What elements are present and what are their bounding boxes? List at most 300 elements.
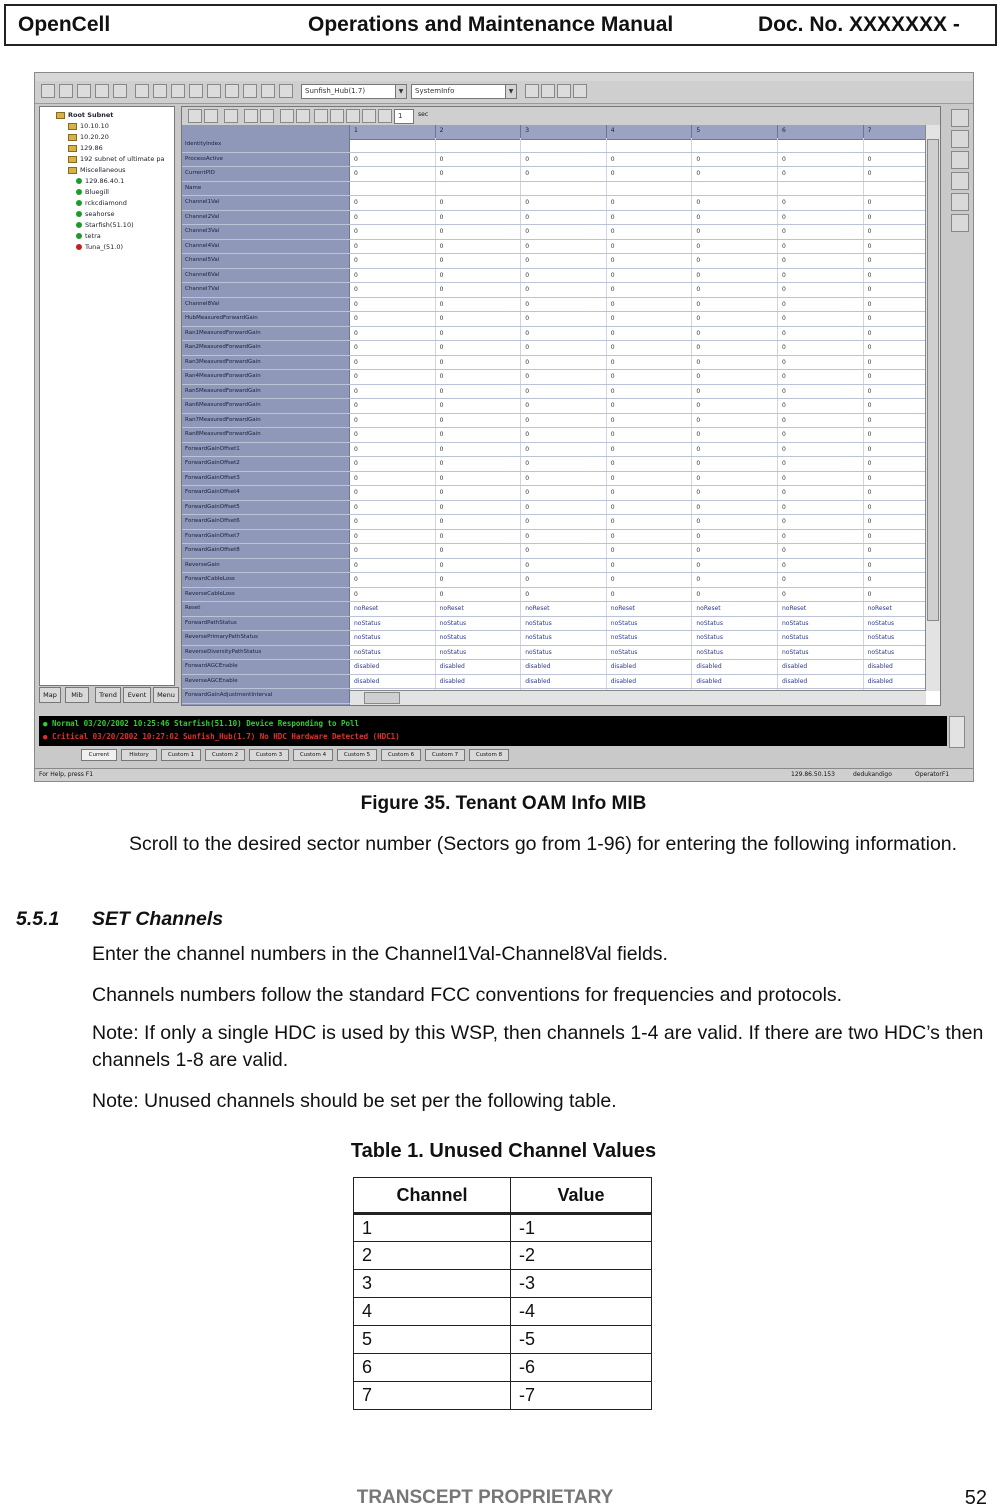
table-cell[interactable]: 0 bbox=[521, 269, 607, 283]
table-cell[interactable]: 0 bbox=[778, 399, 864, 413]
table-cell[interactable]: 0 bbox=[350, 225, 436, 239]
table-cell[interactable]: 0 bbox=[607, 501, 693, 515]
chart-icon[interactable] bbox=[113, 84, 127, 98]
table-cell[interactable]: 0 bbox=[778, 370, 864, 384]
table-cell[interactable]: 0 bbox=[864, 225, 941, 239]
table-cell[interactable]: 0 bbox=[521, 211, 607, 225]
table-cell[interactable]: 0 bbox=[864, 356, 941, 370]
table-cell[interactable]: 0 bbox=[521, 559, 607, 573]
horizontal-scrollbar[interactable] bbox=[350, 690, 926, 705]
table-cell[interactable]: 0 bbox=[436, 269, 522, 283]
table-cell[interactable]: 0 bbox=[607, 225, 693, 239]
table-cell[interactable]: 0 bbox=[607, 196, 693, 210]
alarm-normal[interactable]: ● Normal 03/20/2002 10:25:46 Starfish(51.10) Device Responding to Poll bbox=[43, 719, 360, 728]
table-cell[interactable]: 0 bbox=[607, 573, 693, 587]
table-cell[interactable]: 0 bbox=[692, 559, 778, 573]
table-cell[interactable]: noStatus bbox=[778, 617, 864, 631]
table-cell[interactable]: 0 bbox=[607, 443, 693, 457]
table-cell[interactable]: 0 bbox=[521, 312, 607, 326]
table-cell[interactable]: 0 bbox=[864, 254, 941, 268]
table-cell[interactable]: 0 bbox=[521, 240, 607, 254]
table-cell[interactable]: 0 bbox=[778, 196, 864, 210]
table-cell[interactable]: 0 bbox=[436, 588, 522, 602]
table-cell[interactable]: 0 bbox=[778, 385, 864, 399]
table-cell[interactable]: disabled bbox=[864, 660, 941, 674]
binoculars-icon[interactable] bbox=[41, 84, 55, 98]
table-cell[interactable]: 0 bbox=[692, 385, 778, 399]
table-cell[interactable]: 0 bbox=[521, 428, 607, 442]
table-cell[interactable]: 0 bbox=[521, 370, 607, 384]
table-cell[interactable]: 0 bbox=[607, 153, 693, 167]
table-cell[interactable]: 0 bbox=[436, 327, 522, 341]
table-cell[interactable]: 0 bbox=[692, 225, 778, 239]
tree-root[interactable] bbox=[56, 111, 113, 119]
table-cell[interactable]: 0 bbox=[350, 327, 436, 341]
table-cell[interactable]: 0 bbox=[607, 544, 693, 558]
table-cell[interactable]: 0 bbox=[521, 486, 607, 500]
table-cell[interactable]: noStatus bbox=[350, 646, 436, 660]
table-cell[interactable]: 0 bbox=[692, 341, 778, 355]
table-cell[interactable]: 0 bbox=[607, 341, 693, 355]
table-cell[interactable]: 0 bbox=[436, 356, 522, 370]
table-cell[interactable]: 0 bbox=[692, 414, 778, 428]
tree-item[interactable] bbox=[76, 199, 127, 207]
grid-column-header[interactable]: 2 bbox=[436, 125, 522, 139]
table-cell[interactable]: 0 bbox=[521, 544, 607, 558]
tab-custom-7[interactable]: Custom 7 bbox=[425, 749, 465, 761]
table-cell[interactable]: 0 bbox=[864, 283, 941, 297]
table-cell[interactable]: 0 bbox=[350, 443, 436, 457]
table-cell[interactable]: 0 bbox=[350, 588, 436, 602]
table-select[interactable] bbox=[411, 84, 517, 99]
table-cell[interactable]: 0 bbox=[692, 428, 778, 442]
table-cell[interactable]: 0 bbox=[778, 544, 864, 558]
table-cell[interactable]: 0 bbox=[778, 356, 864, 370]
table-cell[interactable]: 0 bbox=[350, 211, 436, 225]
table-cell[interactable] bbox=[436, 182, 522, 196]
table-cell[interactable]: 0 bbox=[778, 443, 864, 457]
table-cell[interactable]: noStatus bbox=[692, 617, 778, 631]
table-cell[interactable]: 0 bbox=[778, 153, 864, 167]
table-cell[interactable]: 0 bbox=[692, 501, 778, 515]
tree-item[interactable] bbox=[76, 177, 124, 185]
table-cell[interactable]: 0 bbox=[864, 486, 941, 500]
table-cell[interactable]: noStatus bbox=[350, 631, 436, 645]
table-cell[interactable]: 0 bbox=[436, 472, 522, 486]
table-cell[interactable]: 0 bbox=[350, 573, 436, 587]
table-cell[interactable]: 0 bbox=[778, 573, 864, 587]
table-cell[interactable]: 0 bbox=[350, 414, 436, 428]
back-icon[interactable] bbox=[280, 109, 294, 123]
table-cell[interactable]: 0 bbox=[607, 370, 693, 384]
table-cell[interactable]: 0 bbox=[436, 254, 522, 268]
table-cell[interactable]: noStatus bbox=[350, 617, 436, 631]
table-cell[interactable]: 0 bbox=[864, 167, 941, 181]
table-cell[interactable]: 0 bbox=[864, 196, 941, 210]
table-cell[interactable]: 0 bbox=[864, 559, 941, 573]
table-cell[interactable]: 0 bbox=[521, 327, 607, 341]
grid-column-header[interactable]: 1 bbox=[350, 125, 436, 139]
table-cell[interactable]: 0 bbox=[692, 544, 778, 558]
tab-mib[interactable]: Mib bbox=[65, 687, 89, 703]
table-cell[interactable]: 0 bbox=[692, 457, 778, 471]
table-cell[interactable]: 0 bbox=[607, 399, 693, 413]
table-cell[interactable]: 0 bbox=[436, 559, 522, 573]
table-cell[interactable]: noReset bbox=[350, 602, 436, 616]
table-cell[interactable]: disabled bbox=[607, 660, 693, 674]
table-cell[interactable]: 0 bbox=[607, 559, 693, 573]
table-cell[interactable] bbox=[521, 138, 607, 152]
grid-column-header[interactable]: 6 bbox=[778, 125, 864, 139]
print-icon[interactable] bbox=[171, 84, 185, 98]
tab-custom-2[interactable]: Custom 2 bbox=[205, 749, 245, 761]
table-cell[interactable]: 0 bbox=[692, 443, 778, 457]
grid-column-header[interactable]: 7 bbox=[864, 125, 941, 139]
refresh-icon[interactable] bbox=[207, 84, 221, 98]
tab-custom-6[interactable]: Custom 6 bbox=[381, 749, 421, 761]
close-icon[interactable] bbox=[224, 109, 238, 123]
table-cell[interactable]: 0 bbox=[778, 588, 864, 602]
table-cell[interactable] bbox=[692, 138, 778, 152]
table-cell[interactable]: 0 bbox=[350, 544, 436, 558]
tree-item[interactable] bbox=[76, 221, 134, 229]
table-cell[interactable]: 0 bbox=[607, 298, 693, 312]
table-cell[interactable]: 0 bbox=[350, 530, 436, 544]
tab-custom-4[interactable]: Custom 4 bbox=[293, 749, 333, 761]
table-cell[interactable]: 0 bbox=[864, 298, 941, 312]
table-cell[interactable]: 0 bbox=[864, 457, 941, 471]
table-cell[interactable]: 0 bbox=[778, 559, 864, 573]
tool-icon[interactable] bbox=[951, 151, 969, 169]
chevron-down-icon[interactable]: ▼ bbox=[395, 85, 406, 98]
table-cell[interactable]: 0 bbox=[350, 370, 436, 384]
table-cell[interactable]: 0 bbox=[521, 414, 607, 428]
table-cell[interactable]: 0 bbox=[692, 283, 778, 297]
table-cell[interactable]: 0 bbox=[350, 399, 436, 413]
table-cell[interactable]: disabled bbox=[607, 675, 693, 689]
table-cell[interactable]: noStatus bbox=[607, 646, 693, 660]
table-cell[interactable]: 0 bbox=[521, 472, 607, 486]
table-cell[interactable]: 0 bbox=[350, 428, 436, 442]
forward-icon[interactable] bbox=[296, 109, 310, 123]
table-cell[interactable]: 0 bbox=[864, 501, 941, 515]
help-icon[interactable] bbox=[378, 109, 392, 123]
table-cell[interactable]: 0 bbox=[350, 385, 436, 399]
tool-icon[interactable] bbox=[261, 84, 275, 98]
table-cell[interactable]: 0 bbox=[521, 283, 607, 297]
table-cell[interactable] bbox=[350, 138, 436, 152]
table-cell[interactable]: 0 bbox=[436, 573, 522, 587]
table-cell[interactable]: 0 bbox=[607, 486, 693, 500]
table-cell[interactable]: disabled bbox=[692, 675, 778, 689]
table-cell[interactable]: 0 bbox=[607, 283, 693, 297]
table-cell[interactable]: noReset bbox=[607, 602, 693, 616]
list-icon[interactable] bbox=[153, 84, 167, 98]
table-cell[interactable]: noStatus bbox=[436, 631, 522, 645]
table-cell[interactable]: 0 bbox=[350, 559, 436, 573]
window-icon[interactable] bbox=[557, 84, 571, 98]
tab-custom-1[interactable]: Custom 1 bbox=[161, 749, 201, 761]
table-cell[interactable]: 0 bbox=[436, 515, 522, 529]
grid-column-header[interactable]: 3 bbox=[521, 125, 607, 139]
table-cell[interactable]: 0 bbox=[436, 240, 522, 254]
table-cell[interactable]: 0 bbox=[864, 515, 941, 529]
alarm-icon[interactable] bbox=[77, 84, 91, 98]
table-cell[interactable]: 0 bbox=[521, 196, 607, 210]
table-cell[interactable]: disabled bbox=[350, 660, 436, 674]
tree-item[interactable] bbox=[76, 188, 109, 196]
table-cell[interactable]: 0 bbox=[692, 486, 778, 500]
save-icon[interactable] bbox=[362, 109, 376, 123]
table-cell[interactable]: 0 bbox=[350, 269, 436, 283]
save-icon[interactable] bbox=[189, 84, 203, 98]
table-cell[interactable]: disabled bbox=[350, 675, 436, 689]
table-cell[interactable]: 0 bbox=[778, 283, 864, 297]
table-cell[interactable]: 0 bbox=[436, 283, 522, 297]
table-cell[interactable]: 0 bbox=[864, 240, 941, 254]
table-cell[interactable]: 0 bbox=[864, 269, 941, 283]
copy-icon[interactable] bbox=[59, 84, 73, 98]
tab-history[interactable]: History bbox=[121, 749, 157, 761]
tool-icon[interactable] bbox=[951, 193, 969, 211]
table-cell[interactable]: 0 bbox=[436, 167, 522, 181]
table-cell[interactable]: 0 bbox=[350, 457, 436, 471]
table-cell[interactable]: 0 bbox=[864, 588, 941, 602]
table-cell[interactable]: 0 bbox=[692, 515, 778, 529]
table-cell[interactable]: 0 bbox=[436, 544, 522, 558]
table-cell[interactable]: 0 bbox=[607, 530, 693, 544]
table-cell[interactable]: 0 bbox=[521, 225, 607, 239]
table-cell[interactable]: 0 bbox=[521, 530, 607, 544]
table-cell[interactable]: 0 bbox=[350, 167, 436, 181]
table-cell[interactable]: 0 bbox=[778, 167, 864, 181]
table-cell[interactable]: noStatus bbox=[436, 646, 522, 660]
table-cell[interactable]: 0 bbox=[521, 254, 607, 268]
device-select[interactable] bbox=[301, 84, 407, 99]
table-cell[interactable]: 0 bbox=[436, 428, 522, 442]
vertical-scrollbar[interactable] bbox=[925, 125, 940, 691]
table-cell[interactable]: 0 bbox=[692, 573, 778, 587]
table-cell[interactable]: noStatus bbox=[607, 631, 693, 645]
tab-custom-8[interactable]: Custom 8 bbox=[469, 749, 509, 761]
search-icon[interactable] bbox=[330, 109, 344, 123]
tree-item[interactable] bbox=[76, 210, 115, 218]
tab-custom-5[interactable]: Custom 5 bbox=[337, 749, 377, 761]
table-cell[interactable]: 0 bbox=[778, 428, 864, 442]
table-cell[interactable]: noStatus bbox=[692, 631, 778, 645]
table-cell[interactable]: 0 bbox=[864, 530, 941, 544]
table-cell[interactable]: 0 bbox=[864, 544, 941, 558]
table-cell[interactable]: noStatus bbox=[607, 617, 693, 631]
table-cell[interactable]: 0 bbox=[778, 501, 864, 515]
table-cell[interactable]: 0 bbox=[778, 269, 864, 283]
binoculars-icon[interactable] bbox=[314, 109, 328, 123]
table-cell[interactable]: 0 bbox=[778, 225, 864, 239]
table-cell[interactable]: noStatus bbox=[521, 646, 607, 660]
table-cell[interactable]: 0 bbox=[350, 240, 436, 254]
table-cell[interactable]: noReset bbox=[521, 602, 607, 616]
table-cell[interactable]: 0 bbox=[607, 269, 693, 283]
table-cell[interactable]: 0 bbox=[864, 153, 941, 167]
table-cell[interactable]: 0 bbox=[692, 298, 778, 312]
table-cell[interactable]: noStatus bbox=[778, 631, 864, 645]
table-cell[interactable]: 0 bbox=[607, 312, 693, 326]
alarm-scrollbar[interactable] bbox=[949, 716, 965, 748]
table-cell[interactable]: 0 bbox=[778, 472, 864, 486]
tree-item[interactable] bbox=[76, 243, 123, 251]
table-cell[interactable]: 0 bbox=[864, 370, 941, 384]
table-cell[interactable]: 0 bbox=[778, 327, 864, 341]
table-cell[interactable]: 0 bbox=[607, 356, 693, 370]
tree-item[interactable] bbox=[68, 144, 103, 152]
table-cell[interactable]: 0 bbox=[607, 385, 693, 399]
help-icon[interactable] bbox=[243, 84, 257, 98]
table-cell[interactable]: 0 bbox=[436, 211, 522, 225]
table-cell[interactable]: 0 bbox=[778, 298, 864, 312]
table-cell[interactable]: 0 bbox=[864, 327, 941, 341]
table-cell[interactable]: 0 bbox=[607, 167, 693, 181]
table-cell[interactable]: 0 bbox=[436, 341, 522, 355]
table-cell[interactable]: 0 bbox=[436, 530, 522, 544]
sector-input[interactable]: 1 bbox=[394, 109, 414, 124]
table-cell[interactable]: disabled bbox=[778, 660, 864, 674]
chevron-down-icon[interactable]: ▼ bbox=[505, 85, 516, 98]
table-cell[interactable]: 0 bbox=[692, 153, 778, 167]
grid-icon[interactable] bbox=[135, 84, 149, 98]
stop-icon[interactable] bbox=[225, 84, 239, 98]
table-cell[interactable] bbox=[778, 138, 864, 152]
table-cell[interactable]: 0 bbox=[521, 515, 607, 529]
table-cell[interactable]: 0 bbox=[350, 298, 436, 312]
table-cell[interactable]: disabled bbox=[521, 675, 607, 689]
scroll-thumb[interactable] bbox=[927, 139, 939, 621]
table-cell[interactable]: 0 bbox=[692, 472, 778, 486]
table-cell[interactable]: 0 bbox=[864, 385, 941, 399]
table-cell[interactable]: noStatus bbox=[521, 631, 607, 645]
table-cell[interactable]: disabled bbox=[521, 660, 607, 674]
table-cell[interactable]: 0 bbox=[521, 443, 607, 457]
table-cell[interactable]: 0 bbox=[778, 240, 864, 254]
table-cell[interactable]: noStatus bbox=[864, 646, 941, 660]
table-cell[interactable]: 0 bbox=[692, 312, 778, 326]
table-cell[interactable]: 0 bbox=[350, 472, 436, 486]
table-cell[interactable]: 0 bbox=[521, 356, 607, 370]
table-cell[interactable]: 0 bbox=[864, 573, 941, 587]
table-cell[interactable]: 0 bbox=[436, 486, 522, 500]
edit-icon[interactable] bbox=[188, 109, 202, 123]
table-cell[interactable]: noStatus bbox=[692, 646, 778, 660]
table-cell[interactable]: 0 bbox=[436, 312, 522, 326]
table-cell[interactable]: 0 bbox=[436, 457, 522, 471]
table-cell[interactable]: 0 bbox=[350, 486, 436, 500]
table-cell[interactable]: 0 bbox=[607, 327, 693, 341]
table-cell[interactable]: 0 bbox=[607, 240, 693, 254]
table-cell[interactable]: 0 bbox=[692, 167, 778, 181]
table-cell[interactable]: disabled bbox=[436, 660, 522, 674]
table-cell[interactable]: 0 bbox=[350, 153, 436, 167]
table-cell[interactable]: 0 bbox=[521, 385, 607, 399]
table-cell[interactable]: 0 bbox=[607, 428, 693, 442]
table-cell[interactable] bbox=[778, 182, 864, 196]
tool-icon[interactable] bbox=[951, 130, 969, 148]
grid-column-header[interactable]: 4 bbox=[607, 125, 693, 139]
tree-item[interactable] bbox=[68, 133, 109, 141]
table-cell[interactable]: 0 bbox=[864, 211, 941, 225]
apply-icon[interactable] bbox=[260, 109, 274, 123]
table-cell[interactable]: disabled bbox=[864, 675, 941, 689]
tab-trend[interactable]: Trend bbox=[95, 687, 121, 703]
tab-custom-3[interactable]: Custom 3 bbox=[249, 749, 289, 761]
edit-icon[interactable] bbox=[204, 109, 218, 123]
table-cell[interactable]: 0 bbox=[350, 356, 436, 370]
table-cell[interactable]: 0 bbox=[778, 530, 864, 544]
table-cell[interactable]: noReset bbox=[778, 602, 864, 616]
table-cell[interactable]: noStatus bbox=[864, 617, 941, 631]
table-cell[interactable]: 0 bbox=[436, 370, 522, 384]
table-cell[interactable]: 0 bbox=[607, 472, 693, 486]
tool-icon[interactable] bbox=[951, 214, 969, 232]
table-cell[interactable]: 0 bbox=[607, 254, 693, 268]
table-cell[interactable]: 0 bbox=[864, 414, 941, 428]
table-cell[interactable]: 0 bbox=[350, 254, 436, 268]
table-cell[interactable]: 0 bbox=[436, 385, 522, 399]
table-cell[interactable]: 0 bbox=[864, 312, 941, 326]
find-icon[interactable] bbox=[95, 84, 109, 98]
table-cell[interactable]: 0 bbox=[692, 327, 778, 341]
table-cell[interactable]: 0 bbox=[521, 341, 607, 355]
table-cell[interactable]: noStatus bbox=[436, 617, 522, 631]
table-cell[interactable] bbox=[350, 182, 436, 196]
tree-item[interactable] bbox=[68, 166, 126, 174]
table-cell[interactable]: 0 bbox=[436, 298, 522, 312]
table-cell[interactable] bbox=[692, 182, 778, 196]
table-cell[interactable]: 0 bbox=[864, 472, 941, 486]
table-cell[interactable]: 0 bbox=[521, 298, 607, 312]
table-cell[interactable]: 0 bbox=[778, 486, 864, 500]
table-cell[interactable]: 0 bbox=[350, 341, 436, 355]
table-cell[interactable]: 0 bbox=[436, 399, 522, 413]
table-cell[interactable]: 0 bbox=[692, 356, 778, 370]
table-cell[interactable]: 0 bbox=[350, 501, 436, 515]
table-cell[interactable]: 0 bbox=[350, 515, 436, 529]
table-cell[interactable]: 0 bbox=[864, 399, 941, 413]
table-cell[interactable]: 0 bbox=[436, 225, 522, 239]
table-cell[interactable]: 0 bbox=[350, 312, 436, 326]
table-cell[interactable]: noStatus bbox=[864, 631, 941, 645]
wand-icon[interactable] bbox=[346, 109, 360, 123]
table-cell[interactable]: 0 bbox=[521, 588, 607, 602]
table-cell[interactable]: 0 bbox=[692, 530, 778, 544]
bell-icon[interactable] bbox=[279, 84, 293, 98]
grid-column-header[interactable]: 5 bbox=[692, 125, 778, 139]
alarm-critical[interactable]: ● Critical 03/20/2002 10:27:02 Sunfish_Hub(1.7) No HDC Hardware Detected (HDC1) bbox=[43, 732, 400, 741]
scroll-thumb[interactable] bbox=[364, 692, 400, 704]
table-cell[interactable]: 0 bbox=[607, 588, 693, 602]
table-cell[interactable]: 0 bbox=[692, 196, 778, 210]
table-cell[interactable]: 0 bbox=[521, 167, 607, 181]
table-cell[interactable]: 0 bbox=[778, 254, 864, 268]
table-cell[interactable]: 0 bbox=[436, 501, 522, 515]
table-cell[interactable] bbox=[607, 138, 693, 152]
tab-menu[interactable]: Menu bbox=[153, 687, 179, 703]
table-cell[interactable]: 0 bbox=[778, 341, 864, 355]
table-cell[interactable]: 0 bbox=[692, 399, 778, 413]
table-cell[interactable]: noReset bbox=[864, 602, 941, 616]
table-cell[interactable]: disabled bbox=[692, 660, 778, 674]
table-cell[interactable]: noStatus bbox=[778, 646, 864, 660]
table-cell[interactable]: 0 bbox=[692, 269, 778, 283]
table-cell[interactable]: 0 bbox=[607, 515, 693, 529]
